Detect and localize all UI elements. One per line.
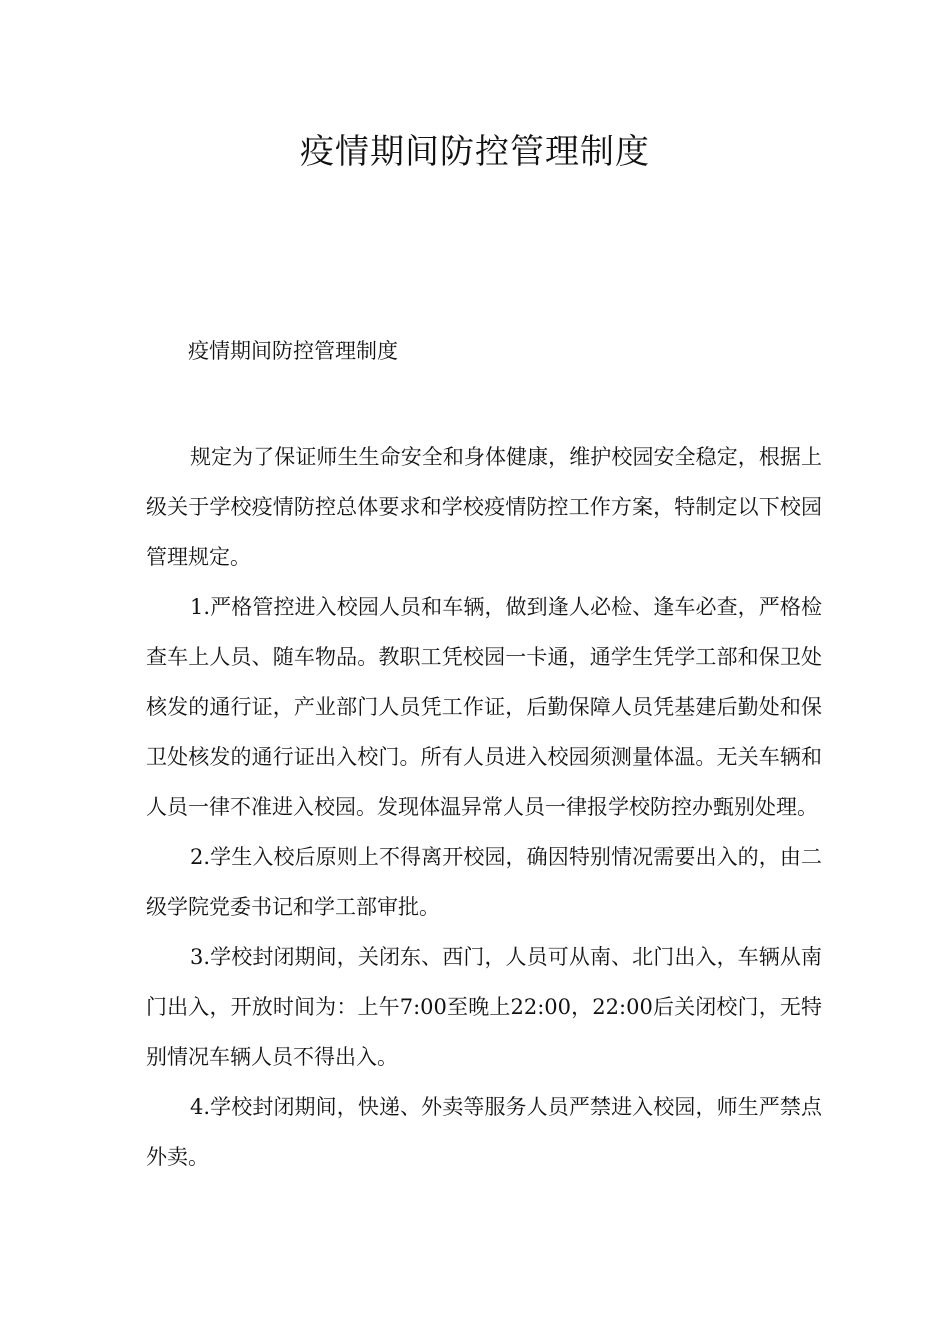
document-subtitle: 疫情期间防控管理制度: [188, 339, 398, 363]
paragraph-rule-3: 3.学校封闭期间，关闭东、西门，人员可从南、北门出入，车辆从南门出入，开放时间为：上午7:00至晚上22:00，22:00后关闭校门，无特别情况车辆人员不得出入。: [146, 945, 822, 1069]
document-title: 疫情期间防控管理制度: [300, 132, 650, 172]
paragraph-rule-1: 1.严格管控进入校园人员和车辆，做到逢人必检、逢车必查，严格检查车上人员、随车物品。教职工凭校园一卡通，通学生凭学工部和保卫处核发的通行证，产业部门人员凭工作证，后勤保障人员凭基建后勤处和保卫处核发的通行证出入校门。所有人员进入校园须测量体温。无关车辆和人员一律不准进入校园。发现体温异常人员一律报学校防控办甄别处理。: [146, 595, 822, 819]
paragraph-preamble: 规定为了保证师生生命安全和身体健康，维护校园安全稳定，根据上级关于学校疫情防控总体要求和学校疫情防控工作方案，特制定以下校园管理规定。: [146, 445, 822, 569]
paragraph-rule-4: 4.学校封闭期间，快递、外卖等服务人员严禁进入校园，师生严禁点外卖。: [146, 1095, 822, 1169]
document-body: [146, 432, 822, 1182]
paragraph-rule-2: 2.学生入校后原则上不得离开校园，确因特别情况需要出入的，由二级学院党委书记和学工部审批。: [146, 845, 822, 919]
